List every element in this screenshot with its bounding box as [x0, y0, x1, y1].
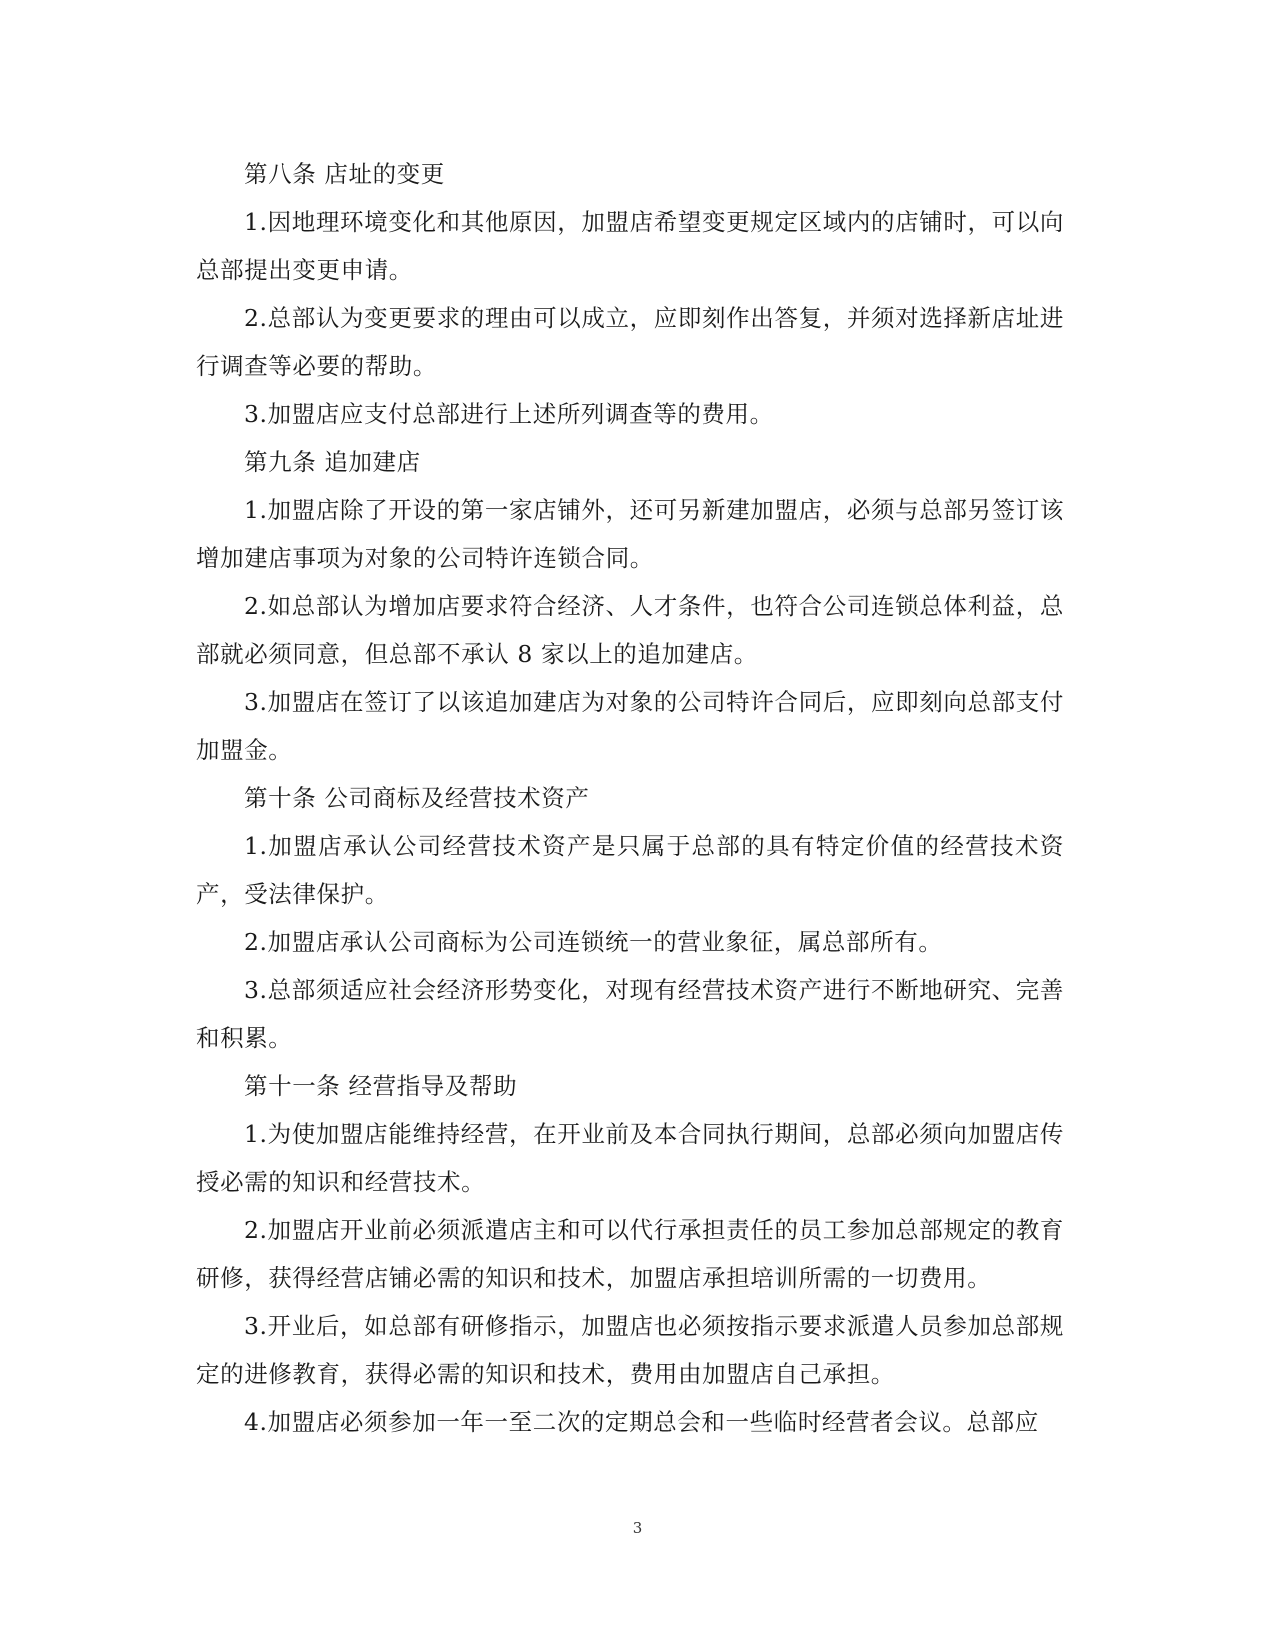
article-8-item-3: 3.加盟店应支付总部进行上述所列调查等的费用。 [244, 400, 774, 428]
article-11-item-3: 3.开业后，如总部有研修指示，加盟店也必须按指示要求派遣人员参加总部规定的进修教育，获得必需的知识和技术，费用由加盟店自己承担。 [196, 1312, 1064, 1388]
article-9-item-2: 2.如总部认为增加店要求符合经济、人才条件，也符合公司连锁总体利益，总部就必须同意，但总部不承认 8 家以上的追加建店。 [196, 592, 1064, 668]
article-9-heading: 第九条 追加建店 [244, 448, 421, 476]
article-8-item-1: 1.因地理环境变化和其他原因，加盟店希望变更规定区域内的店铺时，可以向总部提出变更申请。 [196, 208, 1064, 284]
article-8-item-2: 2.总部认为变更要求的理由可以成立，应即刻作出答复，并须对选择新店址进行调查等必要的帮助。 [196, 304, 1064, 380]
article-10-item-1: 1.加盟店承认公司经营技术资产是只属于总部的具有特定价值的经营技术资产，受法律保护。 [196, 832, 1064, 908]
article-10-item-2: 2.加盟店承认公司商标为公司连锁统一的营业象征，属总部所有。 [244, 928, 943, 956]
article-10-item-3: 3.总部须适应社会经济形势变化，对现有经营技术资产进行不断地研究、完善和积累。 [196, 976, 1064, 1052]
article-10-heading: 第十条 公司商标及经营技术资产 [244, 784, 590, 812]
article-11-item-2: 2.加盟店开业前必须派遣店主和可以代行承担责任的员工参加总部规定的教育研修，获得经营店铺必需的知识和技术，加盟店承担培训所需的一切费用。 [196, 1216, 1064, 1292]
document-body [196, 150, 1064, 1446]
article-11-heading: 第十一条 经营指导及帮助 [244, 1072, 518, 1100]
article-9-item-3: 3.加盟店在签订了以该追加建店为对象的公司特许合同后，应即刻向总部支付加盟金。 [196, 688, 1064, 764]
article-11-item-4: 4.加盟店必须参加一年一至二次的定期总会和一些临时经营者会议。总部应 [244, 1408, 1039, 1436]
article-8-heading: 第八条 店址的变更 [244, 160, 445, 188]
article-11-item-1: 1.为使加盟店能维持经营，在开业前及本合同执行期间，总部必须向加盟店传授必需的知识和经营技术。 [196, 1120, 1064, 1196]
article-9-item-1: 1.加盟店除了开设的第一家店铺外，还可另新建加盟店，必须与总部另签订该增加建店事项为对象的公司特许连锁合同。 [196, 496, 1064, 572]
page-number: 3 [632, 1519, 643, 1537]
